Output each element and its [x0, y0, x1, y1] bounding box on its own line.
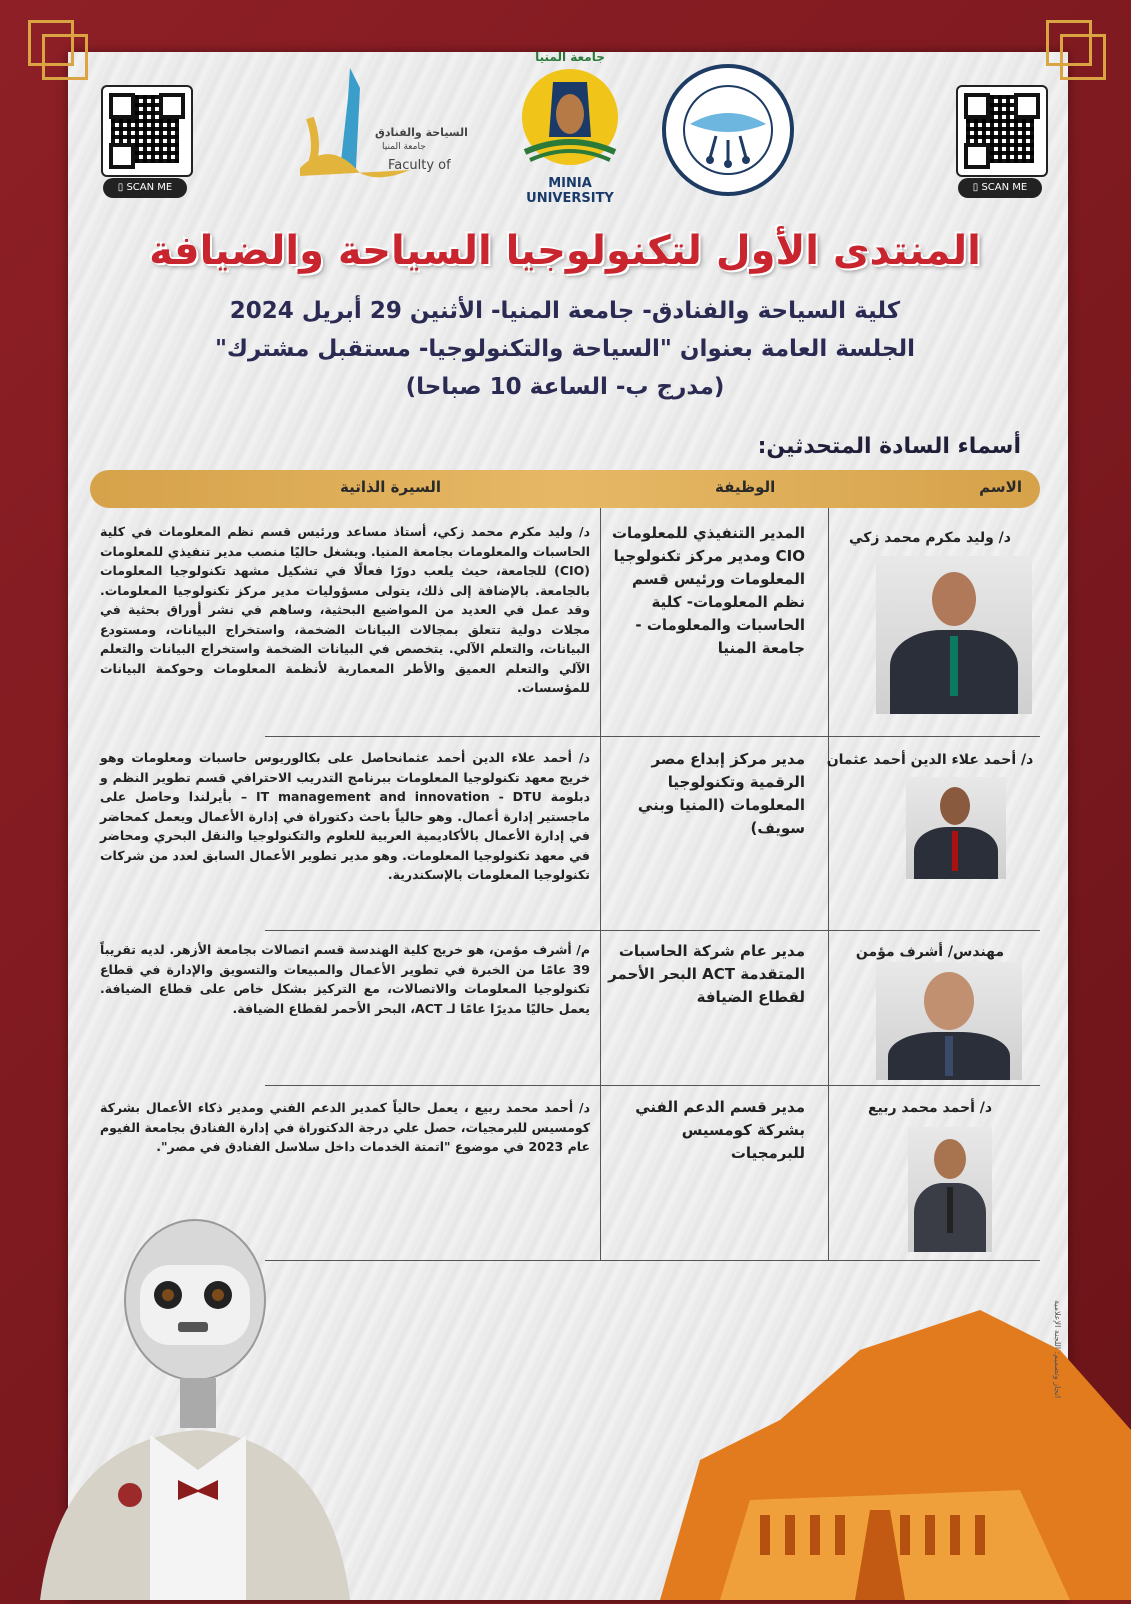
row-divider — [265, 930, 1040, 931]
speaker-bio: م/ أشرف مؤمن، هو خريج كلية الهندسة قسم اتصالات بجامعة الأزهر. لديه تقريباً 39 عامًا من الخبرة في تطوير الأعمال والمبيعات والتسويق والإدارة في قطاع تكنولوجيا المعلومات والاتصالات، مع التركيز بشكل خاص على قطاع الضيافة. يعمل حاليًا مديرًا عامًا لـ ACT، البحر الأحمر لقطاع الضيافة. — [100, 942, 590, 1016]
speaker-job: مدير قسم الدعم الفني بشركة كومسيس للبرمجيات — [635, 1098, 805, 1162]
scan-me-badge-left: ▯ SCAN ME — [103, 178, 187, 198]
column-header-name: الاسم — [979, 478, 1022, 496]
venue-time-line: (مدرج ب- الساعة 10 صباحا) — [405, 374, 725, 400]
row-divider — [265, 1260, 1040, 1261]
speaker-job: مدير عام شركة الحاسبات المتقدمة ACT البحر الأحمر لقطاع الضيافة — [608, 942, 805, 1006]
speaker-bio: د/ أحمد علاء الدين أحمد عثمانحاصل على بكالوريوس حاسبات ومعلومات وهو خريج معهد تكنولوجيا المعلومات ببرنامج التدريب الاحترافي قسم تطوير النظم و دبلومة IT management and innovation - DTU – بأيرلندا وحاصل على ماجستير إدارة أعمال. وهو حالياً باحث دكتوراة في إدارة الأعمال ويعمل كمحاضر في إدارة الأعمال بالأكاديمية العربية للعلوم والتكنولوجيا والنقل البحري ومحاضر في معهد تكنولوجيا المعلومات. وهو مدير تطوير الأعمال السابق لعدد من شركات تكنولوجيا المعلومات بالإسكندرية. — [100, 750, 590, 882]
speaker-photo — [908, 1127, 992, 1252]
table-header — [90, 470, 1040, 508]
corner-ornament-left — [28, 8, 98, 78]
speaker-name: د/ أحمد محمد ربيع — [867, 1100, 993, 1116]
speakers-heading: أسماء السادة المتحدثين: — [757, 434, 1021, 459]
phone-icon: ▯ — [972, 182, 982, 193]
speaker-photo — [876, 962, 1022, 1080]
speaker-bio: د/ أحمد محمد ربيع ، يعمل حالياً كمدير الدعم الفني ومدير ذكاء الأعمال بشركة كومسيس للبرمجيات، حصل علي درجة الدكتوراة في إدارة الفنادق بجامعة الفيوم عام 2023 في موضوع "اتمتة الخدمات داخل سلاسل الفنادق في مصر". — [100, 1100, 590, 1154]
page-title: المنتدى الأول لتكنولوجيا السياحة والضيافة — [149, 228, 981, 274]
session-title-line: الجلسة العامة بعنوان "السياحة والتكنولوجيا- مستقبل مشترك" — [214, 336, 916, 362]
speaker-name: مهندس/ أشرف مؤمن — [855, 944, 1005, 960]
column-header-bio: السيرة الذاتية — [340, 478, 442, 496]
corner-ornament-right — [1036, 8, 1106, 78]
minia-university-logo: جامعة المنيا MINIA UNIVERSITY — [505, 52, 635, 197]
row-divider — [265, 1085, 1040, 1086]
speaker-photo — [876, 556, 1032, 714]
robot-illustration — [0, 1210, 380, 1600]
speaker-job: المدير التنفيذي للمعلومات CIO ومدير مركز تكنولوجيا المعلومات ورئيس قسم نظم المعلومات- كلية الحاسبات والمعلومات - جامعة المنيا — [611, 524, 805, 657]
qr-code-right[interactable] — [956, 85, 1048, 177]
scan-me-badge-right: ▯ SCAN ME — [958, 178, 1042, 198]
speaker-name: د/ أحمد علاء الدين أحمد عثمان — [826, 752, 1034, 768]
event-date-line: كلية السياحة والفنادق- جامعة المنيا- الأثنين 29 أبريل 2024 — [229, 298, 901, 324]
table-divider — [600, 508, 601, 1260]
phone-icon: ▯ — [117, 182, 127, 193]
design-credit: انجاز وتصميم: اللجنة الإعلامية — [1053, 1300, 1062, 1399]
speaker-name: د/ وليد مكرم محمد زكي — [849, 530, 1011, 546]
row-divider — [265, 736, 1040, 737]
tourism-technology-program-logo — [660, 62, 796, 198]
speaker-photo — [906, 777, 1006, 879]
speaker-job: مدير مركز إبداع مصر الرقمية وتكنولوجيا المعلومات (المنيا وبني سويف) — [637, 750, 805, 837]
table-divider — [828, 508, 829, 1260]
column-header-job: الوظيفة — [715, 478, 776, 496]
faculty-tourism-logo: السياحة والفنادق جامعة المنيا Faculty of — [290, 58, 470, 183]
qr-code-left[interactable] — [101, 85, 193, 177]
speaker-bio: د/ وليد مكرم محمد زكي، أستاذ مساعد ورئيس قسم نظم المعلومات في كلية الحاسبات والمعلومات بجامعة المنيا. ويشغل حاليًا منصب مدير تنفيذي للمعلومات (CIO) للجامعة، حيث يلعب دورًا فعالًا في تشكيل مشهد تكنولوجيا المعلومات بالجامعة. بالإضافة إلى ذلك، يتولى مسؤوليات مدير مركز تكنولوجيا المعلومات. وقد عمل في العديد من المواضيع البحثية، وساهم في نشر أوراق بحثية في مجلات دولية تتعلق بمجالات البيانات الضخمة، واستخراج البيانات، ومستودع البيانات، والتعلم الآلي. يتخصص في البيانات الضخمة واستخراج البيانات والتعلم الآلي والتعلم العميق والأطر المعمارية لأنظمة المعلومات وحوكمة البيانات للمؤسسات. — [100, 524, 590, 695]
